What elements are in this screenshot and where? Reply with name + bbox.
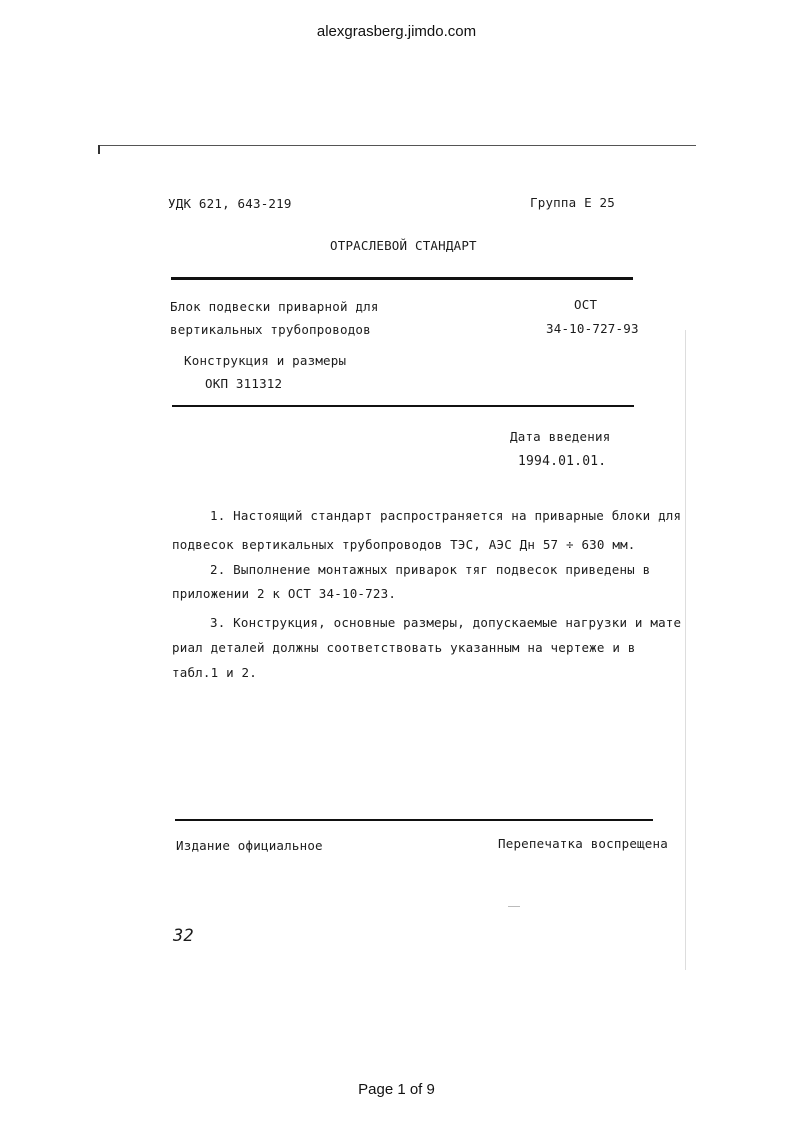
title-line-2: вертикальных трубопроводов (170, 322, 371, 337)
page-number: 32 (173, 926, 194, 946)
paragraph-3-line-2: риал деталей должны соответствовать указанным на чертеже и в (172, 640, 636, 655)
group-code: Группа Е 25 (530, 195, 615, 210)
footer-official-edition: Издание официальное (176, 838, 323, 853)
standard-category: ОТРАСЛЕВОЙ СТАНДАРТ (330, 238, 477, 253)
scan-corner-mark (98, 145, 100, 154)
paragraph-2-line-2: приложении 2 к ОСТ 34-10-723. (172, 586, 397, 601)
scan-right-edge (685, 330, 686, 970)
subtitle: Конструкция и размеры (184, 353, 347, 368)
paragraph-3-line-3: табл.1 и 2. (172, 665, 257, 680)
footer-rule (175, 819, 653, 821)
intro-date: 1994.01.01. (518, 454, 607, 469)
site-url[interactable]: alexgrasberg.jimdo.com (316, 23, 477, 40)
scan-artifact-line (508, 906, 520, 907)
title-line-1: Блок подвески приварной для (170, 299, 379, 314)
scan-top-edge (98, 145, 696, 146)
title-bottom-rule (172, 405, 634, 407)
okp-code: ОКП 311312 (205, 376, 283, 391)
top-rule (171, 277, 633, 280)
standard-number: 34-10-727-93 (546, 321, 639, 336)
paragraph-1-line-1: 1. Настоящий стандарт распространяется на приварные блоки для (210, 508, 682, 523)
intro-date-label: Дата введения (510, 429, 611, 444)
standard-label: ОСТ (574, 297, 598, 312)
udk-code: УДК 621, 643-219 (168, 196, 292, 211)
paragraph-2-line-1: 2. Выполнение монтажных приварок тяг подвесок приведены в (210, 562, 651, 577)
paragraph-1-line-2: подвесок вертикальных трубопроводов ТЭС, АЭС Дн 57 ÷ 630 мм. (172, 537, 636, 552)
footer-reprint-prohibited: Перепечатка воспрещена (498, 836, 668, 851)
page-indicator: Page 1 of 9 (358, 1081, 435, 1098)
paragraph-3-line-1: 3. Конструкция, основные размеры, допускаемые нагрузки и мате (210, 615, 682, 630)
